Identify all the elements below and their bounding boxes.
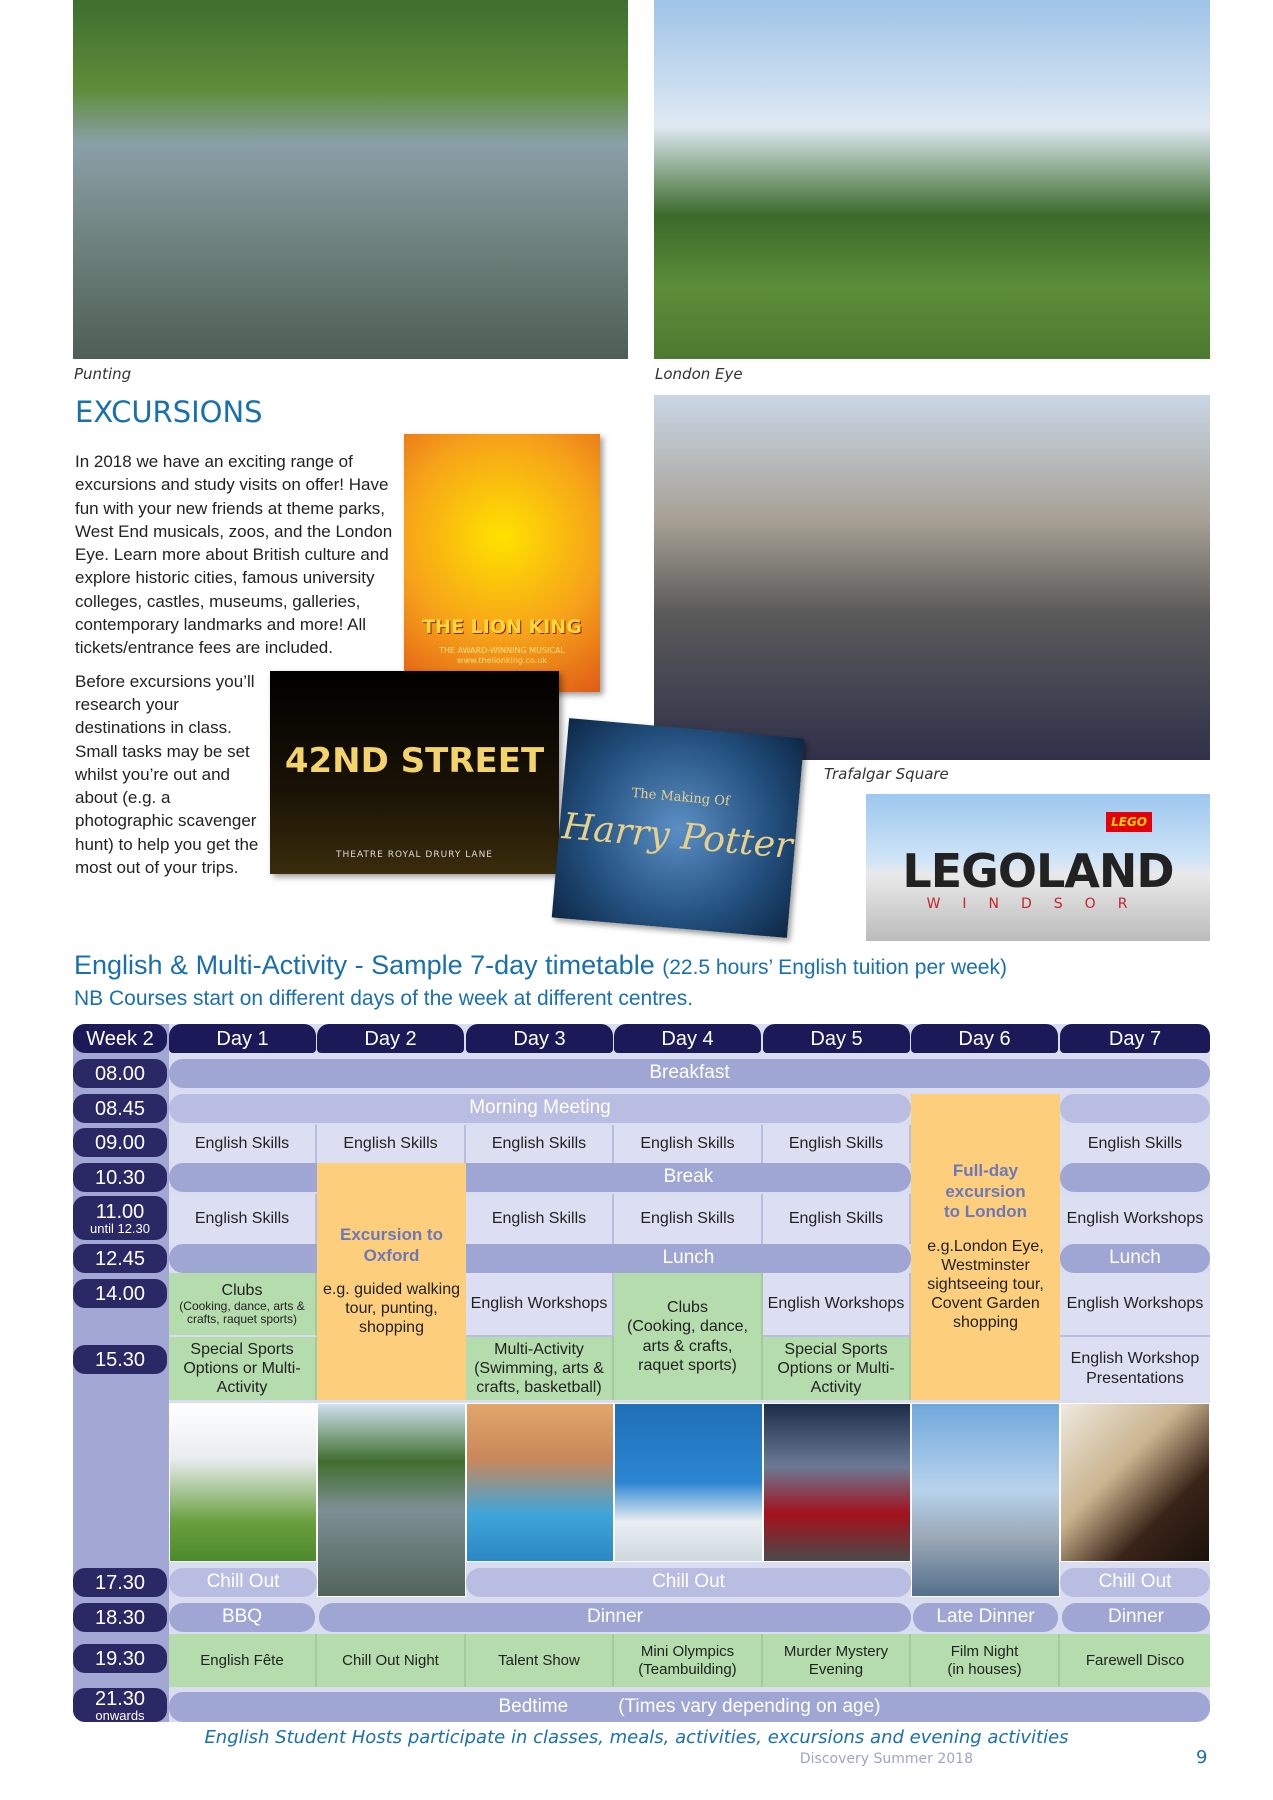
time-label: 15.30 <box>73 1345 167 1374</box>
oxford-excursion-heading: Excursion to Oxford <box>340 1225 443 1265</box>
evening-activity: Talent Show <box>466 1634 614 1687</box>
london-excursion-cell <box>911 1094 1060 1400</box>
timetable-title <box>74 950 1007 981</box>
steel-drums-photo <box>763 1403 911 1562</box>
harry-potter-subtitle: The Making Of <box>631 785 731 810</box>
time-label: 14.00 <box>73 1279 167 1308</box>
bedtime-label: Bedtime <box>498 1695 569 1717</box>
lion-king-tagline: THE AWARD-WINNING MUSICAL <box>439 646 565 655</box>
time-label <box>73 1688 167 1722</box>
trafalgar-square-photo <box>654 395 1210 760</box>
chill-out-bar: Chill Out <box>169 1568 317 1597</box>
harry-potter-title: Harry Potter <box>560 805 795 867</box>
timetable-nb: NB Courses start on different days of the week at different centres. <box>74 987 694 1010</box>
chill-out-bar: Chill Out <box>1060 1568 1210 1597</box>
harry-potter-poster <box>552 718 805 938</box>
swimming-photo <box>466 1403 614 1562</box>
archery-photo <box>169 1403 317 1562</box>
presentation-photo <box>1060 1403 1210 1562</box>
break-bar-day1 <box>169 1163 317 1192</box>
time-note: onwards <box>95 1707 145 1723</box>
legoland-windsor: WINDSOR <box>926 896 1150 912</box>
time-label: 08.00 <box>73 1059 167 1088</box>
42nd-street-subtitle: THEATRE ROYAL DRURY LANE <box>336 850 493 860</box>
lion-king-poster <box>404 434 600 692</box>
workshop-presentations-cell: English Workshop Presentations <box>1060 1337 1210 1400</box>
time-label: 19.30 <box>73 1644 167 1673</box>
london-excursion-heading: Full-day excursion to London <box>943 1161 1028 1222</box>
break-bar-day7 <box>1060 1163 1210 1192</box>
lunch-bar-day7: Lunch <box>1060 1244 1210 1273</box>
oxford-excursion-cell <box>317 1163 466 1400</box>
time-label: 10.30 <box>73 1163 167 1192</box>
english-workshops-cell: English Workshops <box>1060 1273 1210 1337</box>
english-skills-cell: English Skills <box>466 1125 614 1163</box>
42nd-street-title: 42ND STREET <box>284 741 545 781</box>
evening-activity: Murder Mystery Evening <box>763 1634 911 1687</box>
evening-activity: Mini Olympics (Teambuilding) <box>614 1634 763 1687</box>
london-eye-pod-photo <box>911 1403 1060 1597</box>
clubs-note: (Cooking, dance, arts & crafts, raquet sports) <box>627 1318 748 1374</box>
time-label: 09.00 <box>73 1128 167 1157</box>
english-workshops-cell: English Workshops <box>1060 1194 1210 1244</box>
excursions-para1: In 2018 we have an exciting range of excursions and study visits on offer! Have fun with your new friends at theme parks, West End musicals, zoos, and the London Eye. Learn more about British culture and explore historic cities, famous university colleges, castles, museums, galleries, contemporary landmarks and more! All tickets/entrance fees are included. <box>75 452 393 658</box>
time-label: 18.30 <box>73 1603 167 1632</box>
time-label <box>73 1196 167 1240</box>
bedtime-bar <box>169 1692 1210 1722</box>
morning-meeting-bar-day7 <box>1060 1094 1210 1123</box>
evening-activity: Farewell Disco <box>1060 1634 1210 1687</box>
clubs-label: Clubs <box>221 1282 263 1300</box>
dinner-bar: Dinner <box>319 1603 911 1632</box>
evening-activity: Chill Out Night <box>317 1634 466 1687</box>
punting-caption: Punting <box>74 365 132 383</box>
day-header: Day 2 <box>317 1024 464 1053</box>
break-bar: Break <box>466 1163 911 1192</box>
excursions-heading: EXCURSIONS <box>75 395 263 429</box>
timetable-title-text: English & Multi-Activity - Sample 7-day timetable <box>74 950 655 980</box>
london-eye-caption: London Eye <box>655 365 743 383</box>
bedtime-note: (Times vary depending on age) <box>618 1695 881 1717</box>
lego-logo: LEGO <box>1106 812 1152 832</box>
legoland-photo <box>866 794 1210 941</box>
morning-meeting-bar: Morning Meeting <box>169 1094 911 1123</box>
evening-activity: English Fête <box>169 1634 317 1687</box>
clubs-label: Clubs <box>667 1299 708 1317</box>
late-dinner-bar: Late Dinner <box>913 1603 1058 1632</box>
lion-king-title: THE LION KING <box>422 616 582 638</box>
english-skills-cell: English Skills <box>614 1194 763 1244</box>
special-sports-cell: Special Sports Options or Multi-Activity <box>169 1337 317 1400</box>
london-excursion-detail: e.g.London Eye, Westminster sightseeing tour, Covent Garden shopping <box>927 1237 1044 1332</box>
multi-activity-cell: Multi-Activity (Swimming, arts & crafts, basketball) <box>466 1337 614 1400</box>
lion-king-subtitle <box>404 646 600 666</box>
timetable <box>73 1024 1210 1722</box>
oxford-excursion-detail: e.g. guided walking tour, punting, shopping <box>323 1281 460 1337</box>
day-header: Day 5 <box>763 1024 910 1053</box>
english-workshops-cell: English Workshops <box>763 1273 911 1337</box>
day-header: Day 4 <box>614 1024 761 1053</box>
timetable-title-note: (22.5 hours’ English tuition per week) <box>662 956 1007 979</box>
english-skills-cell: English Skills <box>614 1125 763 1163</box>
english-skills-cell: English Skills <box>466 1194 614 1244</box>
english-skills-cell: English Skills <box>169 1125 317 1163</box>
time-label: 17.30 <box>73 1568 167 1597</box>
footer-note: English Student Hosts participate in classes, meals, activities, excursions and evening activities <box>204 1727 1069 1748</box>
london-eye-photo <box>654 0 1210 359</box>
chill-out-bar: Chill Out <box>466 1568 911 1597</box>
publication-name: Discovery Summer 2018 <box>799 1751 973 1767</box>
tennis-photo <box>614 1403 763 1562</box>
english-skills-cell: English Skills <box>317 1125 466 1163</box>
clubs-cell <box>169 1273 317 1337</box>
clubs-note: (Cooking, dance, arts & crafts, raquet sports) <box>179 1298 305 1326</box>
english-skills-cell: English Skills <box>169 1194 317 1244</box>
special-sports-cell: Special Sports Options or Multi-Activity <box>763 1337 911 1400</box>
dinner-bar: Dinner <box>1062 1603 1210 1632</box>
lunch-bar-day1 <box>169 1244 317 1273</box>
bbq-bar: BBQ <box>169 1603 315 1632</box>
clubs-cell <box>614 1273 763 1400</box>
english-workshops-cell: English Workshops <box>466 1273 614 1337</box>
punting-small-photo <box>317 1403 466 1597</box>
evening-activity: Film Night (in houses) <box>911 1634 1060 1687</box>
english-skills-cell: English Skills <box>763 1125 911 1163</box>
time-label: 12.45 <box>73 1244 167 1273</box>
lunch-bar: Lunch <box>466 1244 911 1273</box>
day-header: Day 7 <box>1060 1024 1210 1053</box>
day-header: Day 6 <box>911 1024 1058 1053</box>
42nd-street-poster <box>270 671 559 874</box>
english-skills-cell: English Skills <box>1060 1125 1210 1163</box>
time-value: 21.30 <box>94 1687 146 1710</box>
legoland-sign: LEGOLAND <box>902 844 1174 898</box>
lion-king-url: www.thelionking.co.uk <box>457 656 547 665</box>
time-value: 11.00 <box>95 1200 145 1223</box>
day-header: Day 1 <box>169 1024 316 1053</box>
time-label: 08.45 <box>73 1094 167 1123</box>
page-number: 9 <box>1196 1747 1208 1768</box>
day-header: Day 3 <box>466 1024 613 1053</box>
breakfast-bar: Breakfast <box>169 1059 1210 1088</box>
excursions-para2-text: Before excursions you’ll research your destinations in class. Small tasks may be set whilst you’re out and about (e.g. a photographic scavenger hunt) to help you get the most out of your trips. <box>75 671 259 878</box>
week-label: Week 2 <box>73 1024 167 1053</box>
trafalgar-caption: Trafalgar Square <box>824 765 949 783</box>
english-skills-cell: English Skills <box>763 1194 911 1244</box>
punting-photo <box>73 0 628 359</box>
time-note: until 12.30 <box>90 1220 150 1236</box>
